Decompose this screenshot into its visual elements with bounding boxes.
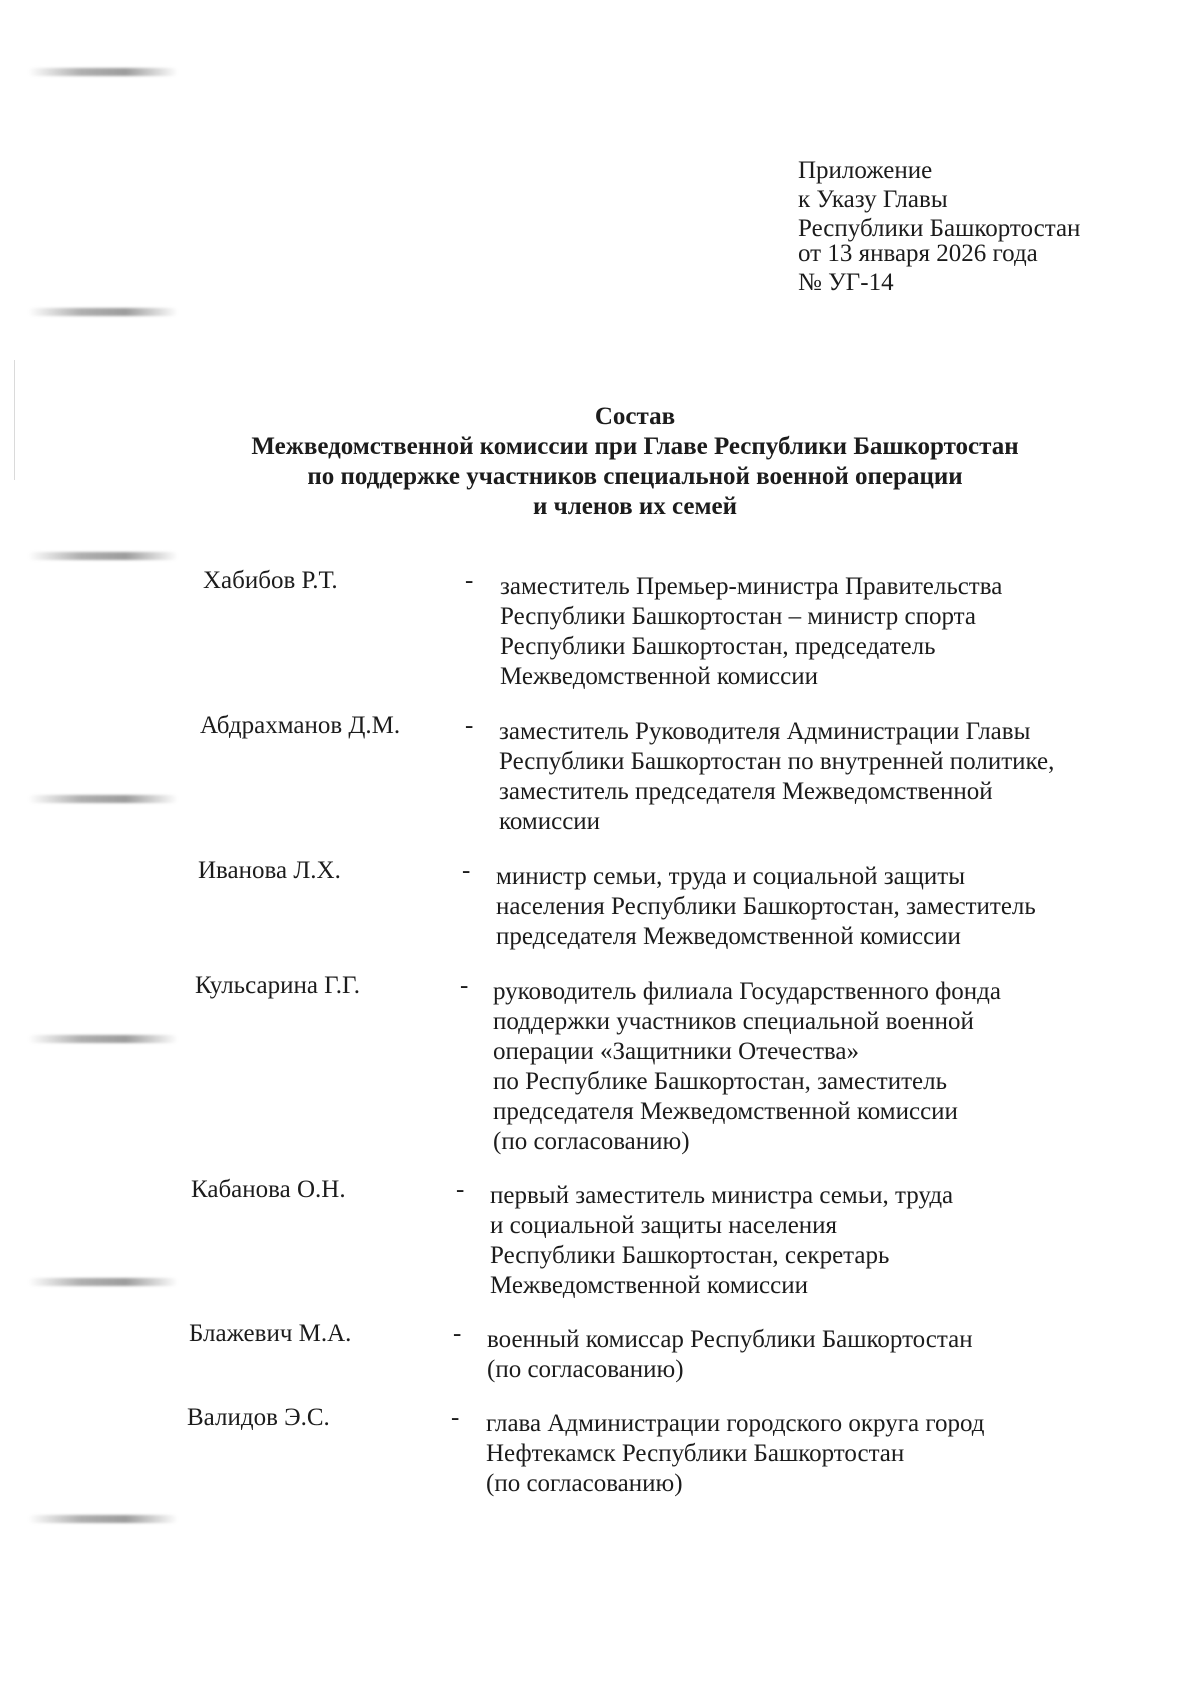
scan-smudge — [28, 795, 178, 803]
role-line: населения Республики Башкортостан, заместитель — [496, 893, 1036, 920]
role-line: Республики Башкортостан – министр спорта — [500, 603, 976, 630]
title-line: и членов их семей — [532, 493, 738, 520]
member-name: Иванова Л.Х. — [198, 857, 341, 884]
role-line: Межведомственной комиссии — [500, 663, 818, 690]
role-line: руководитель филиала Государственного фонда — [493, 978, 1001, 1005]
member-name: Хабибов Р.Т. — [203, 567, 338, 594]
member-dash: - — [465, 567, 474, 594]
member-role — [486, 1409, 984, 1499]
scan-smudge — [28, 552, 178, 560]
role-line: министр семьи, труда и социальной защиты — [496, 863, 966, 890]
role-line: Нефтекамск Республики Башкортостан — [486, 1440, 905, 1467]
title-line: Межведомственной комиссии при Главе Республики Башкортостан — [251, 433, 1019, 460]
role-line: (по согласованию) — [493, 1128, 690, 1155]
role-line: Республики Башкортостан, секретарь — [490, 1242, 890, 1269]
title-line: Состав — [594, 403, 676, 430]
member-role — [496, 862, 1036, 952]
role-line: военный комиссар Республики Башкортостан — [487, 1326, 973, 1353]
title-line: по поддержке участников специальной военной операции — [307, 463, 963, 490]
member-dash: - — [453, 1320, 462, 1347]
role-line: (по согласованию) — [487, 1356, 684, 1383]
member-name: Кабанова О.Н. — [191, 1176, 346, 1203]
role-line: (по согласованию) — [486, 1470, 683, 1497]
role-line: Республики Башкортостан по внутренней политике, — [499, 748, 1055, 775]
member-name: Абдрахманов Д.М. — [200, 712, 401, 739]
role-line: Республики Башкортостан, председатель — [500, 633, 936, 660]
role-line: председателя Межведомственной комиссии — [496, 923, 961, 950]
role-line: председателя Межведомственной комиссии — [493, 1098, 958, 1125]
member-role — [500, 572, 1002, 692]
scan-edge-line — [14, 360, 15, 480]
appendix-block — [798, 156, 1080, 297]
role-line: первый заместитель министра семьи, труда — [490, 1182, 954, 1209]
member-name: Блажевич М.А. — [189, 1320, 352, 1347]
member-name: Валидов Э.С. — [187, 1404, 330, 1431]
scan-smudge — [28, 1515, 178, 1523]
member-role — [499, 717, 1054, 837]
appendix-line: от 13 января 2026 года — [798, 240, 1038, 267]
member-dash: - — [462, 857, 471, 884]
member-dash: - — [456, 1176, 465, 1203]
member-dash: - — [465, 712, 474, 739]
role-line: по Республике Башкортостан, заместитель — [493, 1068, 947, 1095]
role-line: и социальной защиты населения — [490, 1212, 838, 1239]
appendix-line: Приложение — [798, 157, 933, 184]
scan-smudge — [28, 1278, 178, 1286]
member-dash: - — [460, 972, 469, 999]
appendix-line: № УГ-14 — [798, 269, 894, 296]
role-line: комиссии — [499, 808, 601, 835]
role-line: Межведомственной комиссии — [490, 1272, 808, 1299]
role-line: операции «Защитники Отечества» — [493, 1038, 860, 1065]
member-role — [487, 1325, 973, 1385]
document-title — [200, 402, 1070, 522]
appendix-line: к Указу Главы — [798, 186, 948, 213]
role-line: заместитель Руководителя Администрации Главы — [499, 718, 1031, 745]
appendix-line: Республики Башкортостан — [798, 215, 1081, 242]
role-line: заместитель председателя Межведомственной — [499, 778, 993, 805]
role-line: заместитель Премьер-министра Правительства — [500, 573, 1003, 600]
role-line: поддержки участников специальной военной — [493, 1008, 974, 1035]
scan-smudge — [28, 68, 178, 76]
scan-smudge — [28, 1035, 178, 1043]
member-dash: - — [451, 1404, 460, 1431]
member-role — [490, 1181, 953, 1301]
scan-smudge — [28, 308, 178, 316]
member-name: Кульсарина Г.Г. — [195, 972, 360, 999]
role-line: глава Администрации городского округа город — [486, 1410, 985, 1437]
member-role — [493, 977, 1001, 1157]
